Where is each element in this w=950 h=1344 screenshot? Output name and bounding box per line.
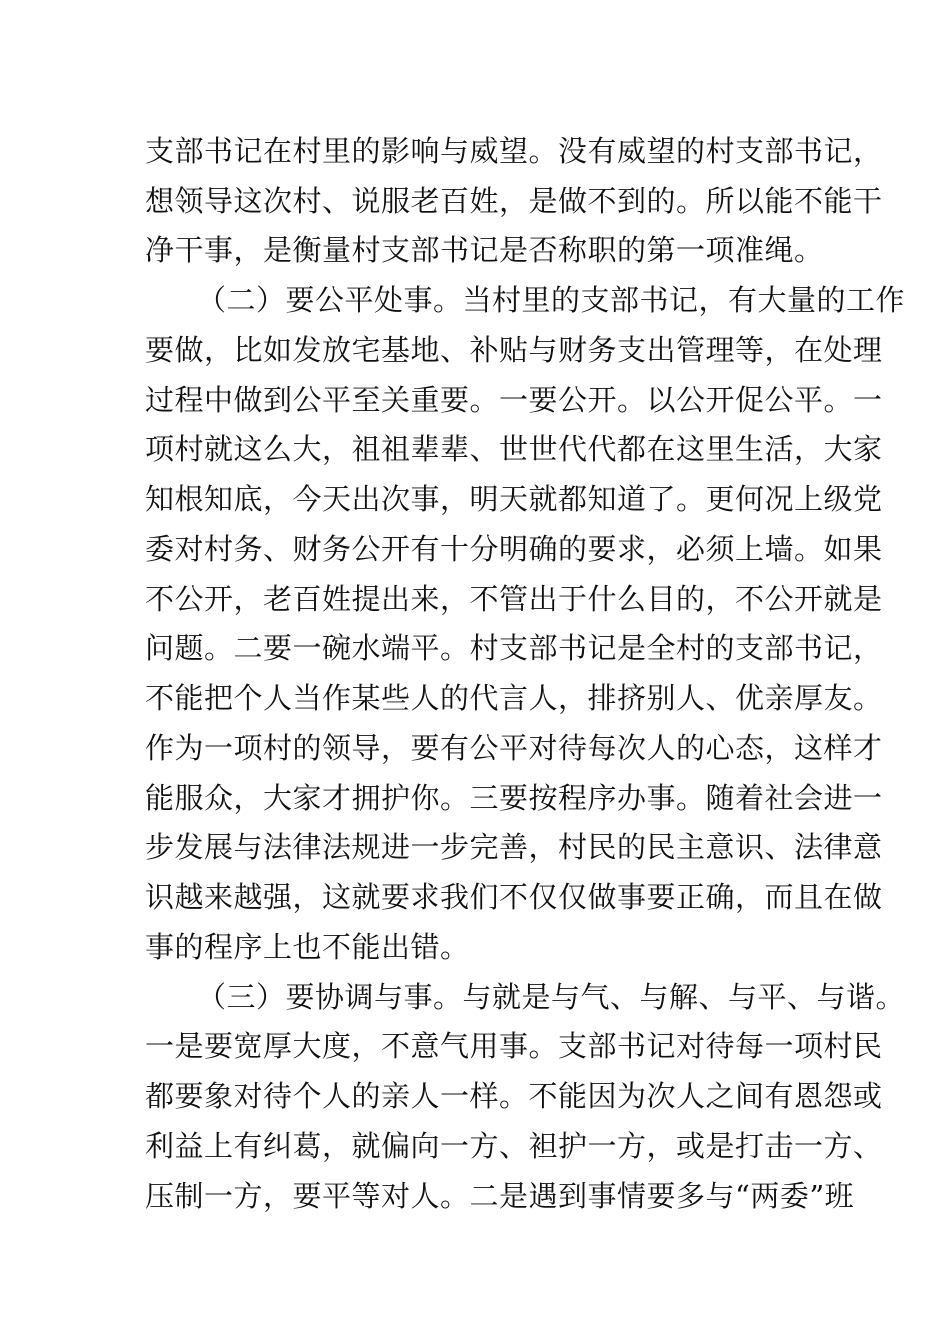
text-line: 净干事，是衡量村支部书记是否称职的第一项准绳。	[145, 233, 824, 267]
text-line: 不公开，老百姓提出来，不管出于什么目的，不公开就是	[145, 582, 883, 616]
text-line: 作为一项村的领导，要有公平对待每次人的心态，这样才	[145, 731, 883, 765]
paragraph-heading-2: （二）要公平处事。当村里的支部书记，有大量的工作	[197, 283, 906, 317]
text-line: 事的程序上也不能出错。	[145, 930, 470, 964]
text-line: 要做，比如发放宅基地、补贴与财务支出管理等，在处理	[145, 333, 883, 367]
text-line: 步发展与法律法规进一步完善，村民的民主意识、法律意	[145, 830, 883, 864]
text-line: 知根知底，今天出次事，明天就都知道了。更何况上级党	[145, 482, 883, 516]
text-line: 委对村务、财务公开有十分明确的要求，必须上墙。如果	[145, 532, 883, 566]
text-line: 识越来越强，这就要求我们不仅仅做事要正确，而且在做	[145, 880, 883, 914]
text-line: 能服众，大家才拥护你。三要按程序办事。随着社会进一	[145, 781, 883, 815]
paragraph-heading-3: （三）要协调与事。与就是与气、与解、与平、与谐。	[197, 980, 906, 1014]
text-line: 不能把个人当作某些人的代言人，排挤别人、优亲厚友。	[145, 681, 883, 715]
text-line: 一是要宽厚大度，不意气用事。支部书记对待每一项村民	[145, 1029, 883, 1063]
text-line: 压制一方，要平等对人。二是遇到事情要多与“两委”班	[145, 1179, 855, 1213]
text-line: 支部书记在村里的影响与威望。没有威望的村支部书记，	[145, 134, 883, 168]
text-line: 想领导这次村、说服老百姓，是做不到的。所以能不能干	[145, 184, 883, 218]
text-line: 过程中做到公平至关重要。一要公开。以公开促公平。一	[145, 383, 883, 417]
text-line: 利益上有纠葛，就偏向一方、袒护一方，或是打击一方、	[145, 1129, 883, 1163]
text-line: 问题。二要一碗水端平。村支部书记是全村的支部书记，	[145, 631, 883, 665]
text-line: 项村就这么大，祖祖辈辈、世世代代都在这里生活，大家	[145, 432, 883, 466]
text-line: 都要象对待个人的亲人一样。不能因为次人之间有恩怨或	[145, 1079, 883, 1113]
